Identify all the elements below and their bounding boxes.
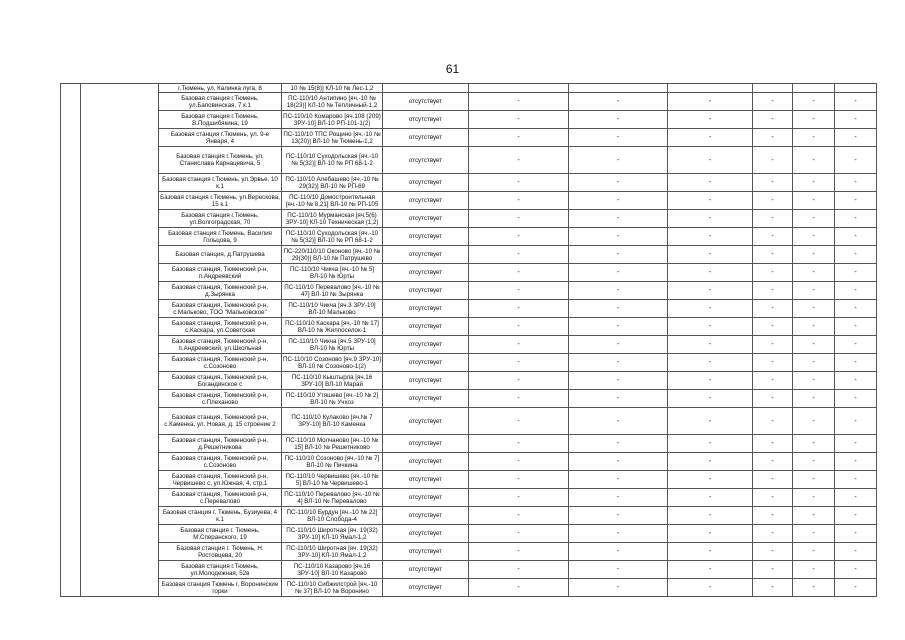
dash-cell: - [835, 111, 877, 129]
dash-cell: - [793, 561, 835, 579]
status-cell: отсутствует [383, 579, 469, 597]
dash-cell: - [793, 543, 835, 561]
dash-cell: - [753, 525, 793, 543]
dash-cell: - [469, 336, 569, 354]
dash-cell: - [668, 300, 753, 318]
dash-cell: - [469, 192, 569, 210]
table-row [61, 147, 877, 174]
table-row [61, 435, 877, 453]
dash-cell: - [668, 129, 753, 147]
dash-cell: - [668, 489, 753, 507]
dash-cell: - [569, 453, 668, 471]
dash-cell: - [569, 561, 668, 579]
dash-cell: - [668, 372, 753, 390]
dash-cell: - [469, 543, 569, 561]
dash-cell: - [569, 471, 668, 489]
dash-cell: - [835, 507, 877, 525]
substation-cell: ПС-110/10 Кулаково [яч.№ 7 ЗРУ-10] ВЛ-10 Каменка [282, 408, 383, 435]
substation-cell: ПС-110/10 Молчаново [яч.-10 № 15] ВЛ-10 № Решетниково [282, 435, 383, 453]
status-cell: отсутствует [383, 210, 469, 228]
substation-cell: ПС-110/10 Казарово [яч.16 ЗРУ-10] ВЛ-10 Казарово [282, 561, 383, 579]
dash-cell: - [753, 93, 793, 111]
dash-cell: - [668, 453, 753, 471]
substation-cell: ПС-110/10 Червишево [яч.-10 № 5] ВЛ-10 № Червишево-1 [282, 471, 383, 489]
table-row [61, 300, 877, 318]
substation-cell: ПС-110/10 Антипино [яч.-10 № 18(23)] КЛ-10 № Тепличный-1,2 [282, 93, 383, 111]
dash-cell: - [835, 471, 877, 489]
table-row [61, 111, 877, 129]
substation-cell: ПС-110/10 Сибжилстрой [яч.-10 № 37] ВЛ-10 № Воронино [282, 579, 383, 597]
dash-cell: - [835, 372, 877, 390]
dash-cell: - [753, 111, 793, 129]
location-cell: Базовая станция, Тюменский р-н, с.Каменка, ул. Новая, д. 15 строение 2 [159, 408, 282, 435]
dash-cell: - [753, 210, 793, 228]
dash-cell [469, 84, 569, 93]
location-cell: Базовая станция, Тюменский р-н, п.Андреевский [159, 264, 282, 282]
status-cell: отсутствует [383, 147, 469, 174]
substation-cell: ПС-110/10 Мурманская [яч.5(6) ЗРУ-10] КЛ-10 Техническая (1,2) [282, 210, 383, 228]
dash-cell: - [793, 372, 835, 390]
dash-cell: - [469, 408, 569, 435]
status-cell: отсутствует [383, 372, 469, 390]
substation-cell: ПС-110/10 Чикча [яч.-10 № 5] ВЛ-10 № Юрты [282, 264, 383, 282]
dash-cell: - [793, 129, 835, 147]
dash-cell: - [793, 579, 835, 597]
dash-cell: - [469, 489, 569, 507]
location-cell: Базовая станция, Тюменский р-н, п.Андреевский, ул.Школьная [159, 336, 282, 354]
status-cell: отсутствует [383, 354, 469, 372]
substation-cell: ПС-220/110/10 Оконово [яч.-10 № 29(30)] ВЛ-10 № Патрушево [282, 246, 383, 264]
dash-cell: - [569, 228, 668, 246]
substation-cell: ПС-110/10 Перевалово [яч.-10 № 47] ВЛ-10 № Зырянка [282, 282, 383, 300]
substation-cell: ПС-110/10 Утяшево [яч.-10 № 2] ВЛ-10 № Учхоз [282, 390, 383, 408]
status-cell: отсутствует [383, 192, 469, 210]
status-cell: отсутствует [383, 318, 469, 336]
dash-cell: - [668, 147, 753, 174]
dash-cell: - [668, 354, 753, 372]
dash-cell: - [569, 354, 668, 372]
table-row [61, 390, 877, 408]
dash-cell: - [469, 129, 569, 147]
dash-cell: - [835, 525, 877, 543]
status-cell: отсутствует [383, 471, 469, 489]
dash-cell: - [793, 453, 835, 471]
dash-cell: - [753, 282, 793, 300]
location-cell: Базовая станция г.Тюмень, ул.Баповинская, 7 к.1 [159, 93, 282, 111]
table-row [61, 561, 877, 579]
dash-cell: - [569, 174, 668, 192]
dash-cell: - [835, 579, 877, 597]
substation-cell: ПС-110/10 Домостроительная [яч.-10 № 8,21] ВЛ-10 № РП-105 [282, 192, 383, 210]
substation-cell: ПС-110/10 Суходольская [яч.-10 № 5(32)] ВЛ-10 № РП 68-1-2 [282, 228, 383, 246]
location-cell: Базовая станция г. Тюмень, Н. Ростовцева, 20 [159, 543, 282, 561]
dash-cell: - [469, 525, 569, 543]
dash-cell: - [668, 210, 753, 228]
status-cell: отсутствует [383, 282, 469, 300]
dash-cell: - [835, 300, 877, 318]
dash-cell: - [469, 210, 569, 228]
substation-cell: ПС-110/10 Чикча [яч.5 ЗРУ-10] ВЛ-10 № Юрты [282, 336, 383, 354]
dash-cell: - [469, 93, 569, 111]
dash-cell: - [793, 390, 835, 408]
page-number: 61 [445, 62, 460, 76]
status-cell: отсутствует [383, 111, 469, 129]
dash-cell: - [835, 192, 877, 210]
status-cell: отсутствует [383, 129, 469, 147]
dash-cell: - [835, 561, 877, 579]
dash-cell: - [668, 408, 753, 435]
dash-cell: - [793, 111, 835, 129]
dash-cell [668, 84, 753, 93]
dash-cell: - [835, 543, 877, 561]
location-cell: Базовая станция г.Тюмень, ул. Станислава Карнацевича, 5 [159, 147, 282, 174]
dash-cell: - [793, 210, 835, 228]
dash-cell [753, 84, 793, 93]
dash-cell [793, 84, 835, 93]
dash-cell: - [753, 507, 793, 525]
dash-cell: - [569, 372, 668, 390]
status-cell: отсутствует [383, 264, 469, 282]
dash-cell: - [668, 336, 753, 354]
dash-cell: - [469, 507, 569, 525]
dash-cell: - [569, 264, 668, 282]
dash-cell: - [793, 354, 835, 372]
status-cell: отсутствует [383, 246, 469, 264]
dash-cell: - [569, 210, 668, 228]
dash-cell: - [793, 525, 835, 543]
location-cell: Базовая станция г.Тюмень, ул.Молодежная, 52в [159, 561, 282, 579]
dash-cell: - [753, 390, 793, 408]
dash-cell: - [793, 336, 835, 354]
location-cell: Базовая станция Тюмень г, Воронинские горки [159, 579, 282, 597]
status-cell: отсутствует [383, 507, 469, 525]
dash-cell: - [668, 471, 753, 489]
dash-cell: - [753, 300, 793, 318]
dash-cell: - [569, 93, 668, 111]
dash-cell: - [469, 246, 569, 264]
substation-cell: ПС-110/10 Каскара [яч.-10 № 17] ВЛ-10 № Жилпоселок-1 [282, 318, 383, 336]
status-cell: отсутствует [383, 489, 469, 507]
status-cell: отсутствует [383, 561, 469, 579]
table-row [61, 174, 877, 192]
substation-cell: ПС-110/10 Созоново [яч.9 ЗРУ-10] ВЛ-10 № Созоново-1(2) [283, 355, 381, 370]
dash-cell: - [753, 246, 793, 264]
dash-cell: - [469, 561, 569, 579]
dash-cell: - [753, 318, 793, 336]
dash-cell: - [793, 489, 835, 507]
dash-cell: - [835, 282, 877, 300]
dash-cell: - [569, 525, 668, 543]
dash-cell: - [569, 579, 668, 597]
status-cell: отсутствует [383, 525, 469, 543]
substation-cell: ПС-110/10 Широтная [яч. 19(32) ЗРУ-10] КЛ-10 Ямал-1,2 [282, 543, 383, 561]
dash-cell: - [753, 579, 793, 597]
dash-cell: - [668, 228, 753, 246]
table-row [61, 210, 877, 228]
dash-cell: - [668, 525, 753, 543]
dash-cell: - [793, 246, 835, 264]
dash-cell: - [469, 111, 569, 129]
dash-cell: - [668, 579, 753, 597]
location-cell: Базовая станция г. Тюмень, Бузиуева, 4 к.1 [159, 507, 282, 525]
dash-cell: - [753, 453, 793, 471]
dash-cell: - [668, 435, 753, 453]
table-row [61, 93, 877, 111]
table-row [61, 453, 877, 471]
dash-cell: - [668, 543, 753, 561]
location-cell: Базовая станция г.Тюмень, Василия Гольцова, 9 [159, 228, 282, 246]
table-row [61, 84, 877, 93]
dash-cell: - [793, 264, 835, 282]
dash-cell: - [793, 408, 835, 435]
dash-cell: - [469, 318, 569, 336]
location-cell: Базовая станция г.Тюмень, В.Подшибякина, 19 [159, 111, 282, 129]
dash-cell: - [668, 507, 753, 525]
dash-cell: - [793, 435, 835, 453]
location-cell: Базовая станция, Тюменский р-н, д.Решетникова [159, 435, 282, 453]
dash-cell: - [469, 228, 569, 246]
dash-cell: - [793, 318, 835, 336]
location-cell: Базовая станция, Тюменский р-н, с.Созоново [159, 453, 282, 471]
status-cell: отсутствует [383, 408, 469, 435]
location-cell: г.Тюмень, ул. Калинка луга, 8 [159, 84, 282, 93]
table-row [61, 543, 877, 561]
dash-cell: - [469, 435, 569, 453]
row-num-cell [61, 84, 81, 597]
dash-cell: - [753, 435, 793, 453]
dash-cell: - [668, 93, 753, 111]
substation-cell: ПС-110/10 ТПС Рощино [яч.-10 № 13(20)] ВЛ-10 № Тюмень-1,2 [283, 130, 381, 145]
dash-cell: - [569, 336, 668, 354]
dash-cell: - [469, 147, 569, 174]
dash-cell: - [793, 282, 835, 300]
dash-cell: - [753, 129, 793, 147]
dash-cell: - [668, 174, 753, 192]
dash-cell: - [469, 300, 569, 318]
dash-cell: - [569, 507, 668, 525]
dash-cell: - [753, 264, 793, 282]
substation-cell: ПС-110/10 Созоново [яч.-10 № 7] ВЛ-10 № Пичкина [282, 453, 383, 471]
dash-cell [569, 84, 668, 93]
dash-cell: - [469, 390, 569, 408]
table-row [61, 525, 877, 543]
table-row [61, 354, 877, 372]
location-cell: Базовая станция г.Тюмень, ул. 9-е Января, 4 [159, 129, 282, 147]
dash-cell: - [668, 192, 753, 210]
location-cell: Базовая станция, Тюменский р-н, с.Плеханово [159, 390, 282, 408]
substation-cell: ПС-110/10 Бурдун [яч.-10 № 22] ВЛ-10 Слобода-4 [282, 507, 383, 525]
location-cell: Базовая станция, Тюменский р-н, д.Зырянка [159, 282, 282, 300]
dash-cell: - [753, 336, 793, 354]
dash-cell: - [569, 318, 668, 336]
dash-cell: - [569, 282, 668, 300]
dash-cell: - [569, 300, 668, 318]
location-cell: Базовая станция, Тюменский р-н, с.Мальково, ТОО "Мальковское" [159, 300, 282, 318]
dash-cell: - [835, 489, 877, 507]
dash-cell: - [569, 129, 668, 147]
dash-cell: - [793, 192, 835, 210]
status-cell: отсутствует [383, 228, 469, 246]
substation-cell: ПС-110/10 Суходольская [яч.-10 № 5(32)] ВЛ-10 № РП 68-1-2 [282, 147, 383, 174]
dash-cell: - [793, 174, 835, 192]
dash-cell: - [469, 174, 569, 192]
dash-cell: - [835, 174, 877, 192]
location-cell: Базовая станция, Тюменский р-н, с.Перевалово [159, 489, 282, 507]
dash-cell: - [668, 318, 753, 336]
dash-cell: - [793, 93, 835, 111]
dash-cell: - [569, 489, 668, 507]
dash-cell: - [469, 372, 569, 390]
dash-cell: - [835, 354, 877, 372]
dash-cell: - [835, 147, 877, 174]
substation-cell: ПС-110/10 Чикча [яч.3 ЗРУ-10] ВЛ-10 Мальково [282, 300, 383, 318]
dash-cell: - [469, 282, 569, 300]
dash-cell: - [753, 408, 793, 435]
table-row [61, 471, 877, 489]
dash-cell: - [753, 354, 793, 372]
location-cell: Базовая станция, д.Патрушева [159, 246, 282, 264]
data-table [60, 83, 877, 597]
dash-cell: - [469, 579, 569, 597]
location-cell: Базовая станция, Тюменский р-н, Червишево с, ул.Южная, 4, стр.1 [159, 471, 282, 489]
dash-cell: - [753, 228, 793, 246]
dash-cell: - [668, 111, 753, 129]
location-cell: Базовая станция, Тюменский р-н, с.Созоново [159, 354, 282, 372]
dash-cell: - [793, 147, 835, 174]
location-cell: Базовая станция г.Тюмень, ул.Волгоградская, 70 [159, 210, 282, 228]
dash-cell: - [835, 129, 877, 147]
substation-cell: 10 № 15(8)] КЛ-10 № Лес-1,2 [282, 84, 383, 93]
table-row [61, 408, 877, 435]
location-cell: Базовая станция г.Тюмень, ул.Эрвье, 10 к.1 [159, 174, 282, 192]
dash-cell: - [569, 435, 668, 453]
dash-cell: - [469, 354, 569, 372]
status-cell: отсутствует [383, 390, 469, 408]
table-row [61, 129, 877, 147]
dash-cell [835, 84, 877, 93]
table-row [61, 579, 877, 597]
dash-cell: - [469, 471, 569, 489]
status-cell: отсутствует [383, 336, 469, 354]
dash-cell: - [569, 246, 668, 264]
dash-cell: - [793, 471, 835, 489]
status-cell: отсутствует [383, 300, 469, 318]
dash-cell: - [753, 147, 793, 174]
substation-cell: ПС-110/10 Алебашево [яч.-10 № 29(32)] ВЛ-10 № РП-69 [282, 174, 383, 192]
dash-cell: - [835, 453, 877, 471]
dash-cell: - [835, 435, 877, 453]
substation-cell: ПС-110/10 Широтная [яч. 19(32) ЗРУ-10] КЛ-10 Ямал-1,2 [282, 525, 383, 543]
dash-cell: - [753, 489, 793, 507]
dash-cell: - [668, 561, 753, 579]
table-row [61, 228, 877, 246]
dash-cell: - [753, 471, 793, 489]
dash-cell: - [793, 228, 835, 246]
dash-cell: - [668, 282, 753, 300]
dash-cell: - [793, 300, 835, 318]
table-row [61, 246, 877, 264]
status-cell: отсутствует [383, 174, 469, 192]
dash-cell: - [793, 507, 835, 525]
dash-cell: - [753, 561, 793, 579]
dash-cell: - [753, 192, 793, 210]
dash-cell: - [469, 264, 569, 282]
dash-cell: - [668, 246, 753, 264]
table-row [61, 489, 877, 507]
status-cell: отсутствует [383, 543, 469, 561]
dash-cell: - [835, 246, 877, 264]
dash-cell: - [569, 408, 668, 435]
dash-cell: - [835, 318, 877, 336]
status-cell [383, 84, 469, 93]
dash-cell: - [835, 210, 877, 228]
dash-cell: - [569, 192, 668, 210]
substation-cell: ПС-110/10 Кыштырла [яч.16 ЗРУ-10] ВЛ-10 Марай [282, 372, 383, 390]
dash-cell: - [469, 453, 569, 471]
substation-cell: ПС-110/10 Комарово [яч.108 (209) ЗРУ-10] ВЛ-10 РП-101-1(2) [283, 112, 381, 127]
group-cell [81, 84, 159, 597]
table-row [61, 372, 877, 390]
dash-cell: - [569, 390, 668, 408]
location-cell: Базовая станция, Тюменский р-н, с.Каскара, ул.Советская [159, 318, 282, 336]
dash-cell: - [668, 390, 753, 408]
location-cell: Базовая станция г.Тюмень, ул.Верескова, 15 к.1 [160, 193, 280, 208]
substation-cell: ПС-110/10 Перевалово [яч.-10 № 4] ВЛ-10 № Перевалово [282, 489, 383, 507]
location-cell: Базовая станция, Тюменский р-н, Богандинское с [159, 372, 282, 390]
dash-cell: - [835, 336, 877, 354]
table-row [61, 318, 877, 336]
table-row [61, 192, 877, 210]
dash-cell: - [753, 174, 793, 192]
dash-cell: - [753, 543, 793, 561]
status-cell: отсутствует [383, 93, 469, 111]
status-cell: отсутствует [383, 453, 469, 471]
dash-cell: - [835, 408, 877, 435]
dash-cell: - [753, 372, 793, 390]
table-body [61, 84, 877, 597]
dash-cell: - [835, 390, 877, 408]
dash-cell: - [835, 264, 877, 282]
dash-cell: - [569, 147, 668, 174]
table-row [61, 282, 877, 300]
status-cell: отсутствует [383, 435, 469, 453]
table-row [61, 336, 877, 354]
dash-cell: - [569, 111, 668, 129]
table-row [61, 507, 877, 525]
dash-cell: - [835, 228, 877, 246]
dash-cell: - [668, 264, 753, 282]
dash-cell: - [835, 93, 877, 111]
table-row [61, 264, 877, 282]
location-cell: Базовая станция г. Тюмень, М.Сперанского, 19 [159, 525, 282, 543]
dash-cell: - [569, 543, 668, 561]
